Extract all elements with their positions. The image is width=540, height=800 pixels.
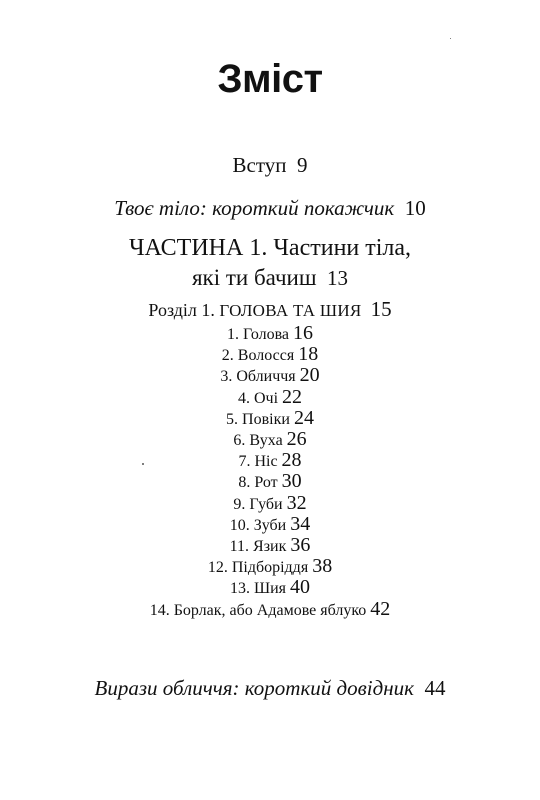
item-page: 26 <box>286 428 307 450</box>
chapter-prefix: Розділ 1. <box>148 300 215 320</box>
entry-label: Вирази обличчя: короткий довідник <box>94 676 414 700</box>
entry-page: 44 <box>424 676 446 700</box>
toc-entry-part1-line2[interactable] <box>0 265 540 291</box>
item-page: 18 <box>298 343 319 366</box>
item-page: 36 <box>290 534 311 556</box>
toc-entry-guide[interactable] <box>0 195 540 221</box>
entry-page: 15 <box>370 297 392 321</box>
item-page: 30 <box>281 470 302 493</box>
entry-page: 13 <box>327 266 349 290</box>
part-title: ЧАСТИНА 1. Частини тіла, <box>128 235 412 261</box>
ink-speck <box>450 38 451 39</box>
item-label: 9. Губи <box>233 495 283 513</box>
item-page: 34 <box>290 512 311 535</box>
toc-entry-chapter1[interactable] <box>0 297 540 323</box>
item-label: 7. Ніс <box>238 453 278 471</box>
item-label: 6. Вуха <box>233 432 283 449</box>
item-page: 38 <box>312 555 333 578</box>
part-title-cont: які ти бачиш <box>191 265 317 290</box>
item-label: 11. Язик <box>229 538 287 555</box>
item-page: 22 <box>282 385 303 408</box>
item-page: 16 <box>293 322 314 344</box>
item-label: 12. Підборіддя <box>207 559 309 577</box>
item-label: 13. Шия <box>229 580 287 598</box>
item-page: 28 <box>281 449 302 472</box>
item-page: 40 <box>290 576 311 599</box>
toc-entry-part1-line1[interactable] <box>0 233 540 263</box>
item-label: 10. Зуби <box>229 516 287 534</box>
toc-item[interactable] <box>0 598 540 622</box>
item-page: 20 <box>299 364 320 387</box>
item-label: 4. Очі <box>237 389 279 407</box>
toc-entry-expressions[interactable] <box>0 675 540 701</box>
item-label: 14. Борлак, або Адамове яблуко <box>149 601 367 619</box>
item-label: 3. Обличчя <box>220 368 296 386</box>
ink-speck <box>142 463 144 465</box>
entry-page: 9 <box>296 153 308 177</box>
item-page: 24 <box>293 406 314 429</box>
entry-label: Вступ <box>232 153 287 177</box>
toc-entry-intro[interactable] <box>0 152 540 178</box>
entry-page: 10 <box>404 196 426 220</box>
item-label: 1. Голова <box>226 326 290 343</box>
entry-label: Твоє тіло: короткий покажчик <box>114 196 395 220</box>
item-label: 5. Повіки <box>226 410 290 428</box>
item-label: 8. Рот <box>238 474 278 492</box>
item-label: 2. Волосся <box>221 347 295 365</box>
chapter-title: ГОЛОВА ТА ШИЯ <box>219 301 362 320</box>
item-page: 42 <box>370 597 391 620</box>
page-title: Зміст <box>217 57 323 101</box>
item-page: 32 <box>286 491 307 514</box>
